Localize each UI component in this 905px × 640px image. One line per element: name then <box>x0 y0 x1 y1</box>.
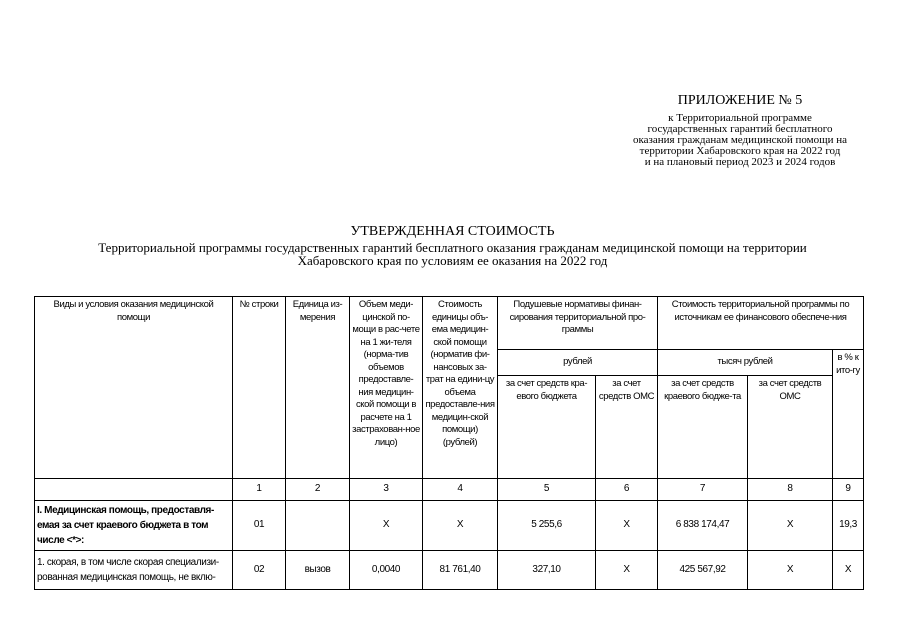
appendix-block <box>600 93 880 168</box>
column-number: 2 <box>286 479 350 501</box>
header-volume: Объем меди-цинской по-мощи в рас-чете на 1 жи-теля (норма-тив объемов предоставле-ния медицин-ской помощи в расчете на 1 застрахован-ное лицо) <box>350 297 423 479</box>
column-number: 9 <box>833 479 864 501</box>
table-row <box>35 501 864 551</box>
column-number: 7 <box>658 479 748 501</box>
column-number: 4 <box>423 479 498 501</box>
table-row <box>35 551 864 590</box>
column-number: 6 <box>596 479 658 501</box>
header-program-cost: Стоимость территориальной программы по источникам ее финансового обеспече-ния <box>658 297 864 350</box>
row-number: 02 <box>233 551 286 590</box>
column-number: 5 <box>498 479 596 501</box>
column-number: 3 <box>350 479 423 501</box>
row-per-capita-budget: 327,10 <box>498 551 596 590</box>
row-cost-oms: Х <box>748 551 833 590</box>
column-number: 1 <box>233 479 286 501</box>
header-percent: в % к ито-гу <box>833 350 864 479</box>
appendix-line: оказания гражданам медицинской помощи на <box>633 134 847 146</box>
row-per-capita-oms: Х <box>596 551 658 590</box>
row-label: I. Медицинская помощь, предоставля-емая за счет краевого бюджета в том числе <*>: <box>35 501 233 551</box>
header-thousand-rubles: тысяч рублей <box>658 350 833 376</box>
row-per-capita-oms: Х <box>596 501 658 551</box>
appendix-line: к Территориальной программе <box>668 112 812 124</box>
appendix-line: государственных гарантий бесплатного <box>647 123 833 135</box>
header-row-no: № строки <box>233 297 286 479</box>
row-volume: 0,0040 <box>350 551 423 590</box>
row-volume: Х <box>350 501 423 551</box>
header-rubles: рублей <box>498 350 658 376</box>
document-title: УТВЕРЖДЕННАЯ СТОИМОСТЬ <box>350 224 555 239</box>
cost-table <box>34 296 864 590</box>
column-number <box>35 479 233 501</box>
header-cost-unit: Стоимость единицы объ-ема медицин-ской помощи (норматив фи-нансовых за-трат на едини-цу объема предоставле-ния медицин-ской помощи) (рублей) <box>423 297 498 479</box>
row-cost-oms: Х <box>748 501 833 551</box>
row-label: 1. скорая, в том числе скорая специализи-рованная медицинская помощь, не вклю- <box>35 551 233 590</box>
column-number: 8 <box>748 479 833 501</box>
row-cost-budget: 6 838 174,47 <box>658 501 748 551</box>
appendix-line: и на плановый период 2023 и 2024 годов <box>644 156 836 168</box>
row-cost-budget: 425 567,92 <box>658 551 748 590</box>
row-cost-unit: Х <box>423 501 498 551</box>
header-row <box>35 297 864 350</box>
row-percent: Х <box>833 551 864 590</box>
row-number: 01 <box>233 501 286 551</box>
header-regional-budget: за счет средств кра-евого бюджета <box>498 376 596 479</box>
appendix-title: ПРИЛОЖЕНИЕ № 5 <box>677 93 803 108</box>
appendix-line: территории Хабаровского края на 2022 год <box>639 145 841 157</box>
row-unit: вызов <box>286 551 350 590</box>
header-oms: за счет средств ОМС <box>596 376 658 479</box>
header-per-capita: Подушевые нормативы финан-сирования территориальной про-граммы <box>498 297 658 350</box>
row-per-capita-budget: 5 255,6 <box>498 501 596 551</box>
row-percent: 19,3 <box>833 501 864 551</box>
column-number-row <box>35 479 864 501</box>
header-regional-budget-2: за счет средств краевого бюдже-та <box>658 376 748 479</box>
document-subtitle: Территориальной программы государственных гарантий бесплатного оказания гражданам медицинской помощи на территории Хабаровского края по условиям ее оказания на 2022 год <box>98 240 807 268</box>
row-unit <box>286 501 350 551</box>
header-types: Виды и условия оказания медицинской помощи <box>35 297 233 479</box>
header-oms-2: за счет средств ОМС <box>748 376 833 479</box>
header-unit: Единица из-мерения <box>286 297 350 479</box>
row-cost-unit: 81 761,40 <box>423 551 498 590</box>
